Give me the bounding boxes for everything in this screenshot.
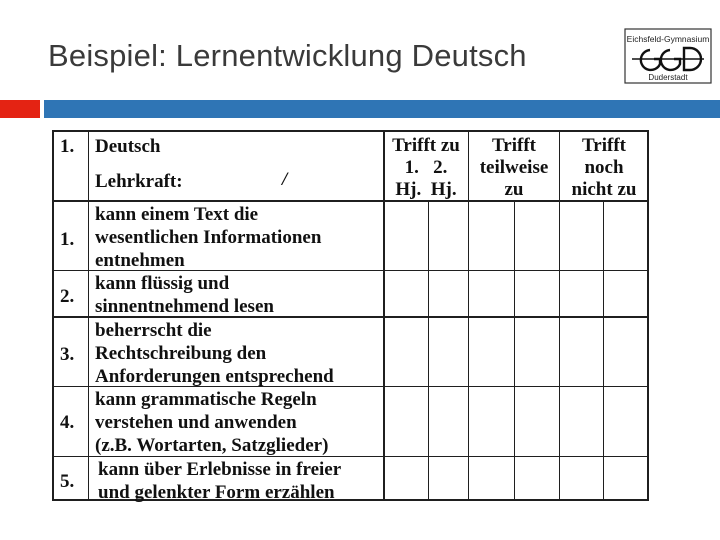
- row-text-line: kann flüssig und: [95, 273, 230, 294]
- col3-header-line1: Trifft: [582, 135, 626, 156]
- header-number: 1.: [60, 136, 75, 157]
- col2-header-line2: teilweise: [479, 157, 549, 178]
- grid-line: [54, 200, 647, 202]
- grid-line: [603, 200, 604, 499]
- evaluation-table: [52, 130, 649, 501]
- row-text-line: sinnentnehmend lesen: [95, 296, 274, 317]
- teacher-value: /: [282, 169, 288, 190]
- logo-bottom-text: Duderstadt: [648, 73, 688, 82]
- row-text-line: wesentlichen Informationen: [95, 227, 322, 248]
- grid-line: [514, 200, 515, 499]
- col1-header-line2: 1. 2.: [404, 157, 448, 178]
- row-text-line: (z.B. Wortarten, Satzglieder): [95, 435, 329, 456]
- row-text-line: beherrscht die: [95, 320, 212, 341]
- row-number: 4.: [60, 412, 75, 433]
- col1-header-line1: Trifft zu: [392, 135, 460, 156]
- slide-title: Beispiel: Lernentwicklung Deutsch: [48, 38, 527, 73]
- accent-bar-blue: [44, 100, 720, 118]
- grid-line: [428, 200, 429, 499]
- accent-bar-red: [0, 100, 40, 118]
- logo-top-text: Eichsfeld-Gymnasium: [626, 34, 710, 44]
- row-number: 3.: [60, 344, 75, 365]
- grid-line: [54, 456, 647, 457]
- col2-header-line3: zu: [504, 179, 524, 200]
- col2-header-line1: Trifft: [492, 135, 536, 156]
- col3-header-line2: noch: [584, 157, 624, 178]
- row-text-line: Rechtschreibung den: [95, 343, 267, 364]
- row-number: 2.: [60, 286, 75, 307]
- row-text-line: kann einem Text die: [95, 204, 259, 225]
- row-text-line: entnehmen: [95, 250, 185, 271]
- row-number: 5.: [60, 471, 75, 492]
- row-text-line: kann über Erlebnisse in freier: [98, 459, 342, 480]
- row-number: 1.: [60, 229, 75, 250]
- subject-label: Deutsch: [95, 136, 161, 157]
- teacher-label: Lehrkraft:: [95, 171, 183, 192]
- school-logo: [624, 28, 712, 84]
- col3-header-line3: nicht zu: [571, 179, 637, 200]
- col1-header-line3: Hj. Hj.: [395, 179, 457, 200]
- row-text-line: und gelenkter Form erzählen: [98, 482, 335, 503]
- row-text-line: verstehen und anwenden: [95, 412, 297, 433]
- row-text-line: Anforderungen entsprechend: [95, 366, 334, 387]
- row-text-line: kann grammatische Regeln: [95, 389, 317, 410]
